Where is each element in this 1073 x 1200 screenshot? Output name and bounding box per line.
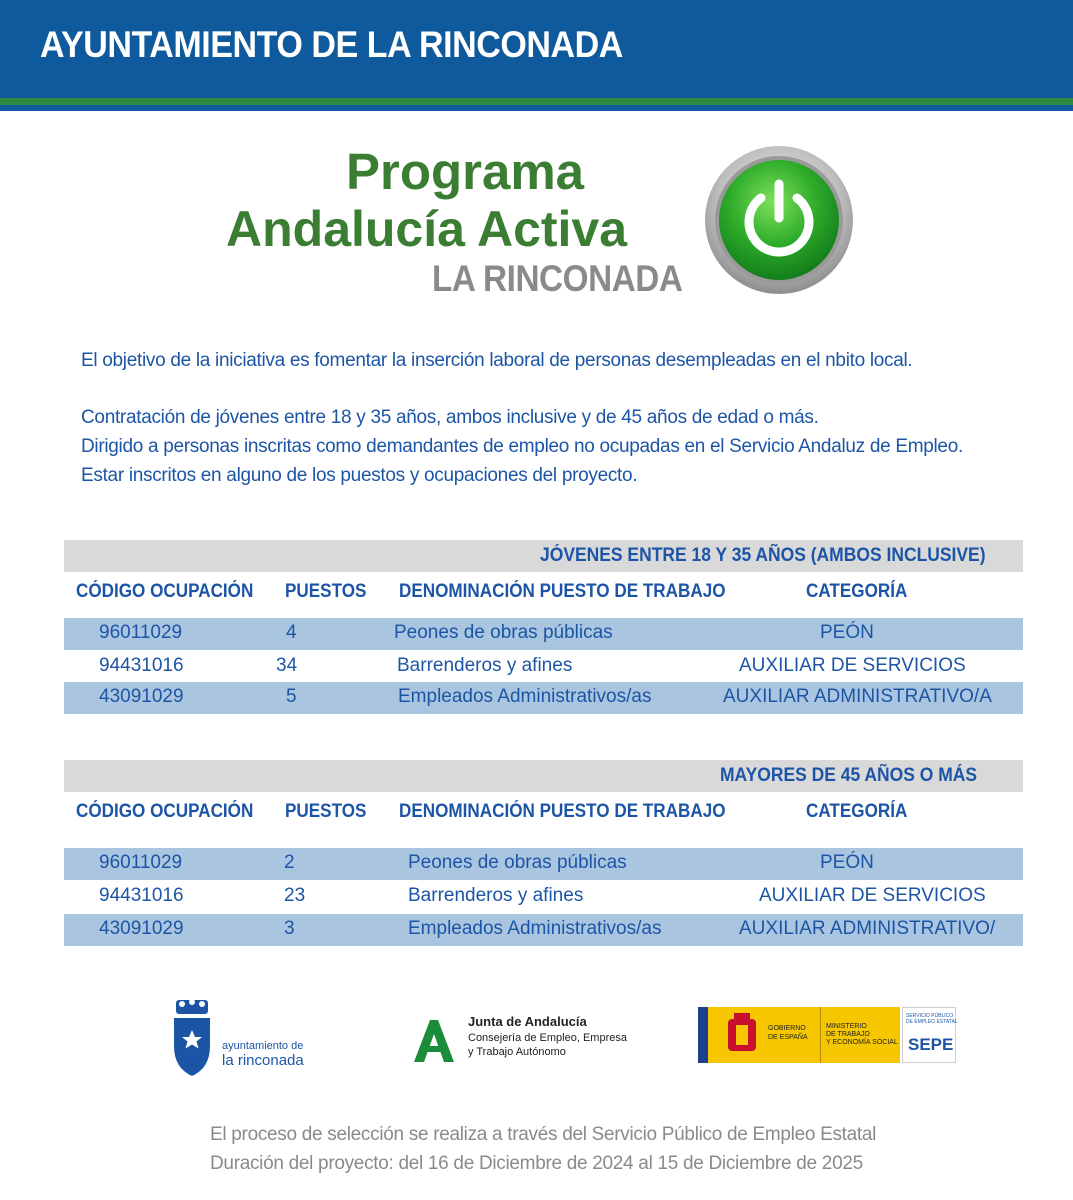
cell-category: AUXILIAR DE SERVICIOS	[759, 885, 986, 906]
ayto-line1: ayuntamiento de	[222, 1040, 304, 1052]
table-row	[64, 881, 1023, 913]
column-header-code: CÓDIGO OCUPACIÓN	[76, 581, 254, 602]
ministerio-line2: DE TRABAJO	[826, 1031, 870, 1038]
column-header-category: CATEGORÍA	[806, 801, 908, 822]
cell-code: 43091029	[99, 918, 184, 939]
table-row	[64, 651, 1023, 683]
sepe-small1: SERVICIO PÚBLICO	[906, 1013, 954, 1019]
cell-job: Empleados Administrativos/as	[398, 686, 652, 707]
junta-a-icon	[410, 1016, 458, 1064]
program-title-line3: LA RINCONADA	[432, 258, 683, 299]
cell-code: 94431016	[99, 885, 184, 906]
eu-strip	[698, 1007, 708, 1063]
junta-andalucia-logo	[410, 1010, 650, 1070]
cell-code: 43091029	[99, 686, 184, 707]
gobierno-line2: DE ESPAÑA	[768, 1034, 808, 1041]
junta-line3: y Trabajo Autónomo	[468, 1046, 566, 1058]
requirement-age: Contratación de jóvenes entre 18 y 35 años, ambos inclusive y de 45 años de edad o más.	[81, 407, 819, 428]
cell-code: 94431016	[99, 655, 184, 676]
cell-category: AUXILIAR DE SERVICIOS	[739, 655, 966, 676]
cell-job: Peones de obras públicas	[394, 622, 613, 643]
footer-duration-text: Duración del proyecto: del 16 de Diciembre de 2024 al 15 de Diciembre de 2025	[210, 1153, 863, 1174]
program-title-line1: Programa	[345, 143, 585, 200]
cell-code: 96011029	[99, 622, 183, 643]
column-header-job: DENOMINACIÓN PUESTO DE TRABAJO	[399, 801, 726, 822]
column-header-job: DENOMINACIÓN PUESTO DE TRABAJO	[399, 581, 726, 602]
cell-job: Peones de obras públicas	[408, 852, 627, 873]
sponsor-logos	[0, 990, 1073, 1090]
sepe-logo	[698, 1007, 956, 1063]
column-header-code: CÓDIGO OCUPACIÓN	[76, 801, 254, 822]
requirement-registered: Dirigido a personas inscritas como demandantes de empleo no ocupadas en el Servicio Andaluz de Empleo.	[81, 436, 963, 457]
green-stripe	[0, 98, 1073, 105]
cell-job: Barrenderos y afines	[397, 655, 573, 676]
table-row	[64, 682, 1023, 714]
ayuntamiento-logo	[170, 996, 320, 1080]
column-header-posts: PUESTOS	[285, 801, 367, 822]
requirement-enrolled: Estar inscritos en alguno de los puestos y ocupaciones del proyecto.	[81, 465, 638, 486]
column-header-posts: PUESTOS	[285, 581, 367, 602]
power-button-icon	[703, 144, 855, 296]
ministerio-line1: MINISTERIO	[826, 1023, 867, 1030]
cell-posts: 4	[286, 622, 297, 643]
cell-job: Barrenderos y afines	[408, 885, 584, 906]
header-title: AYUNTAMIENTO DE LA RINCONADA	[40, 24, 623, 65]
cell-posts: 2	[284, 852, 295, 873]
junta-line2: Consejería de Empleo, Empresa	[468, 1032, 627, 1044]
cell-category: AUXILIAR ADMINISTRATIVO/A	[723, 686, 992, 707]
municipal-shield-icon	[170, 996, 214, 1080]
table-title: JÓVENES ENTRE 18 Y 35 AÑOS (AMBOS INCLUSIVE)	[540, 545, 986, 566]
cell-category: AUXILIAR ADMINISTRATIVO/	[739, 918, 996, 939]
cell-posts: 5	[286, 686, 297, 707]
gobierno-line1: GOBIERNO	[768, 1025, 806, 1032]
cell-job: Empleados Administrativos/as	[408, 918, 662, 939]
footer-selection-text: El proceso de selección se realiza a través del Servicio Público de Empleo Estatal	[210, 1124, 877, 1145]
table-row	[64, 618, 1023, 650]
cell-posts: 23	[284, 885, 306, 906]
table-row	[64, 848, 1023, 880]
table-row	[64, 914, 1023, 946]
objective-text: El objetivo de la iniciativa es fomentar la inserción laboral de personas desempleadas en el nbito local.	[81, 350, 913, 371]
header-bar	[0, 0, 1073, 98]
cell-posts: 3	[284, 918, 295, 939]
program-title-line2: Andalucía Activa	[226, 201, 628, 257]
cell-category: PEÓN	[820, 622, 874, 643]
cell-posts: 34	[276, 655, 298, 676]
sepe-text: SEPE	[908, 1035, 954, 1054]
ayto-line2: la rinconada	[222, 1052, 304, 1069]
table-title: MAYORES DE 45 AÑOS O MÁS	[720, 765, 978, 786]
column-header-category: CATEGORÍA	[806, 581, 908, 602]
junta-line1: Junta de Andalucía	[468, 1014, 587, 1029]
blue-stripe	[0, 105, 1073, 111]
ministerio-line3: Y ECONOMÍA SOCIAL	[826, 1039, 898, 1046]
coat-of-arms-icon	[724, 1013, 760, 1057]
cell-code: 96011029	[99, 852, 183, 873]
sepe-small2: DE EMPLEO ESTATAL	[906, 1019, 958, 1025]
cell-category: PEÓN	[820, 852, 874, 873]
